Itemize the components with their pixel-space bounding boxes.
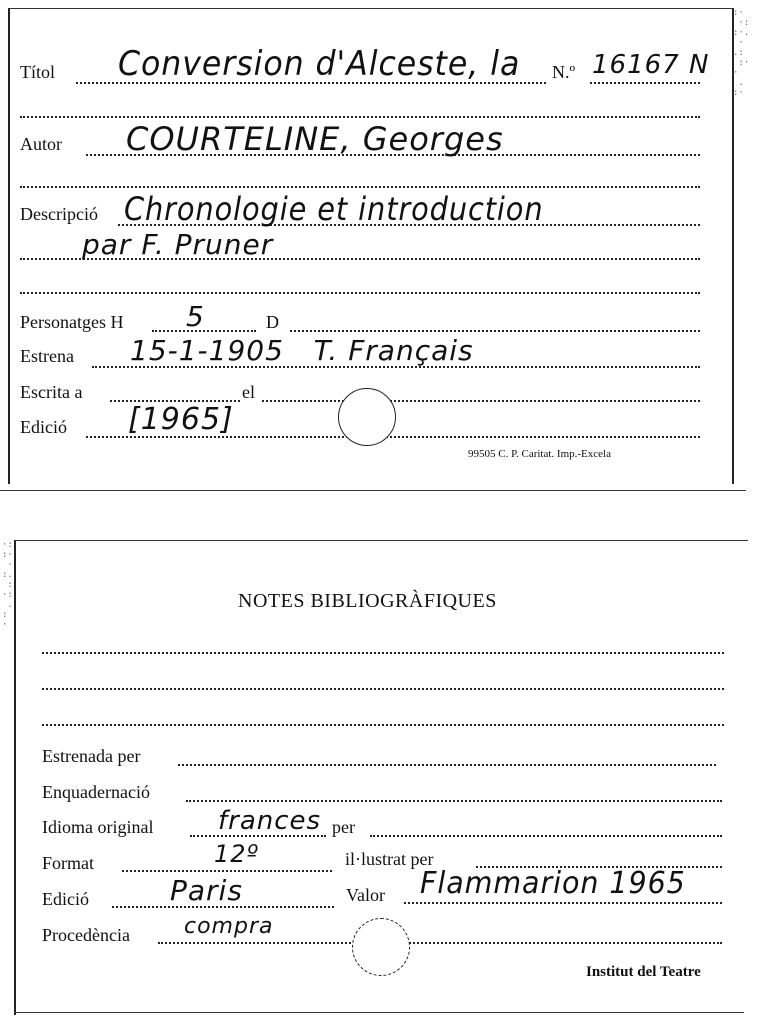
valor-label: Valor [346,885,385,905]
printer-imprint: 99505 C. P. Caritat. Imp.-Excela [468,448,611,460]
personatges-label: Personatges H [20,312,124,332]
personatges-h-value: 5 [186,300,205,333]
idioma-per-line [370,835,722,837]
descripcio-line-3 [20,292,700,294]
procedencia-value: compra [184,914,274,939]
titol-value: Conversion d'Alceste, la [118,44,521,84]
idioma-value: frances [218,806,322,836]
notes-heading: NOTES BIBLIOGRÀFIQUES [238,590,497,612]
autor-label: Autor [20,134,62,154]
idioma-per-label: per [332,817,355,837]
el-label: el [242,382,255,402]
illustrat-label: il·lustrat per [345,849,434,869]
punch-hole [338,388,396,446]
personatges-d-label: D [266,312,279,332]
procedencia-line [158,942,722,944]
punch-hole-back [352,918,410,976]
notes-line-1 [42,652,724,654]
format-line [122,870,332,872]
estrena-label: Estrena [20,346,74,366]
back-edicio-value: Paris [170,874,243,907]
enquadernacio-line [186,800,722,802]
format-label: Format [42,853,94,873]
titol-label: Títol [20,62,55,82]
procedencia-label: Procedència [42,925,130,945]
card-front-bottom-edge [0,490,746,491]
notes-line-2 [42,688,724,690]
autor-value: COURTELINE, Georges [126,120,504,158]
numero-line [590,82,700,84]
institution-stamp: Institut del Teatre [586,964,701,980]
personatges-d-line [290,330,700,332]
numero-value: 16167 N [592,50,710,80]
numero-label: N.º [552,62,576,82]
estrenada-label: Estrenada per [42,746,141,766]
estrenada-line [178,764,716,766]
enquadernacio-label: Enquadernació [42,782,150,802]
escrita-label: Escrita a [20,382,83,402]
back-edicio-label: Edició [42,889,89,909]
edicio-label: Edició [20,417,67,437]
valor-line [404,902,722,904]
card-back-bottom-edge [14,1012,744,1013]
edicio-value: [1965] [128,402,234,437]
scan-edge-noise-left: ·: :· · :. : ·: . : · [2,540,13,630]
valor-value: Flammarion 1965 [420,866,686,901]
autor-extra-line [20,186,700,188]
notes-line-3 [42,724,724,726]
estrena-value: 15-1-1905 T. Français [130,334,474,367]
descripcio-value-1: Chronologie et introduction [124,190,544,228]
idioma-label: Idioma original [42,817,154,837]
el-line [262,400,700,402]
descripcio-label: Descripció [20,204,98,224]
titol-extra-line [20,116,700,118]
descripcio-value-2: par F. Pruner [82,228,274,261]
format-value: 12º [214,840,259,868]
scan-edge-noise: :· ·: :·. · .: :· · . :· [733,8,750,98]
